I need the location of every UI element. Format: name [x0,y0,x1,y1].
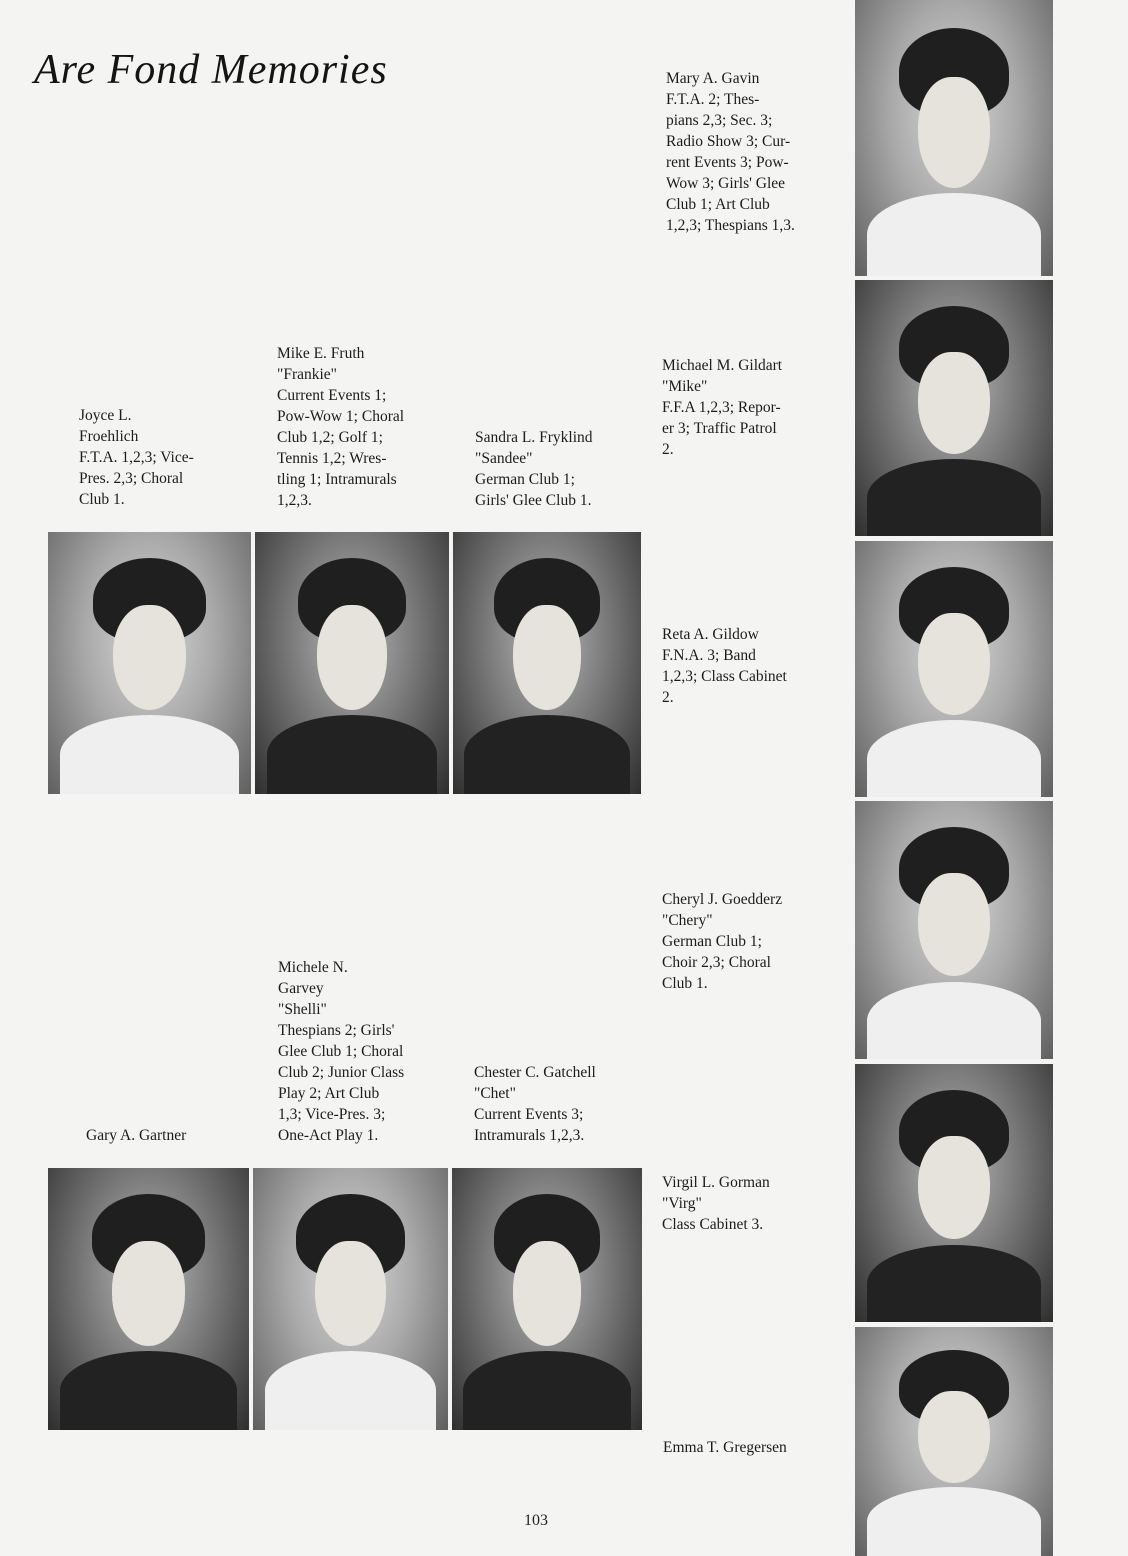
portrait-gary-gartner [48,1168,249,1430]
portrait-cheryl-goedderz [855,801,1053,1059]
portrait-joyce-froehlich [48,532,251,794]
portrait-virgil-gorman [855,1064,1053,1322]
caption-michele-garvey: Michele N. Garvey "Shelli" Thespians 2; Girls' Glee Club 1; Choral Club 2; Junior Class Play 2; Art Club 1,3; Vice-Pres. 3; One-Act Play 1. [278,959,405,1144]
caption-sandra-fryklind: Sandra L. Fryklind "Sandee" German Club 1; Girls' Glee Club 1. [475,429,593,509]
caption-cheryl-goedderz: Cheryl J. Goedderz "Chery" German Club 1; Choir 2,3; Choral Club 1. [662,891,783,992]
caption-emma-gregersen: Emma T. Gregersen [663,1439,787,1456]
page-heading: Are Fond Memories [34,47,388,93]
caption-gary-gartner: Gary A. Gartner [86,1127,187,1144]
caption-michael-gildart: Michael M. Gildart "Mike" F.F.A 1,2,3; Repor- er 3; Traffic Patrol 2. [662,357,783,458]
portrait-emma-gregersen [855,1327,1053,1556]
portrait-chester-gatchell [452,1168,642,1430]
caption-mike-fruth: Mike E. Fruth "Frankie" Current Events 1; Pow-Wow 1; Choral Club 1,2; Golf 1; Tennis 1,2; Wres- tling 1; Intramurals 1,2,3. [277,345,405,509]
caption-joyce-froehlich: Joyce L. Froehlich F.T.A. 1,2,3; Vice- Pres. 2,3; Choral Club 1. [79,407,194,508]
portrait-michael-gildart [855,280,1053,536]
portrait-mary-gavin [855,0,1053,276]
portrait-sandra-fryklind [453,532,641,794]
caption-mary-gavin: Mary A. Gavin F.T.A. 2; Thes- pians 2,3; Sec. 3; Radio Show 3; Cur- rent Events 3; Pow- Wow 3; Girls' Glee Club 1; Art Club 1,2,3; Thespians 1,3. [666,70,795,234]
caption-chester-gatchell: Chester C. Gatchell "Chet" Current Events 3; Intramurals 1,2,3. [474,1064,596,1144]
portrait-mike-fruth [255,532,449,794]
caption-reta-gildow: Reta A. Gildow F.N.A. 3; Band 1,2,3; Class Cabinet 2. [662,626,787,706]
portrait-reta-gildow [855,541,1053,797]
portrait-michele-garvey [253,1168,448,1430]
caption-virgil-gorman: Virgil L. Gorman "Virg" Class Cabinet 3. [662,1174,770,1233]
page-number: 103 [524,1512,548,1529]
